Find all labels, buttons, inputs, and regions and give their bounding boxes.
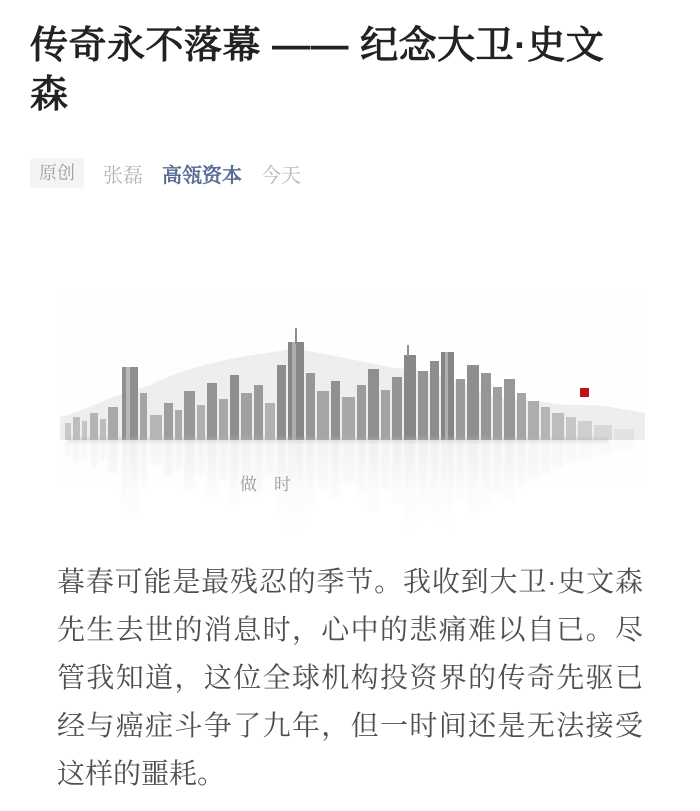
publish-date: 今天 <box>261 164 301 187</box>
account-name-link[interactable]: 高瓴资本 <box>162 164 242 187</box>
article-hero-image[interactable] <box>60 295 645 540</box>
author-name: 张磊 <box>103 164 143 187</box>
red-square-mark <box>580 388 589 397</box>
article-title: 传奇永不落幕 —— 纪念大卫·史文森 <box>30 25 605 116</box>
article-meta-row <box>30 158 670 188</box>
article-paragraph: 暮春可能是最残忍的季节。我收到大卫·史文森先生去世的消息时，心中的悲痛难以自已。尽管我知道，这位全球机构投资界的传奇先驱已经与癌症斗争了九年，但一时间还是无法接受这样的噩耗。 <box>57 566 643 789</box>
city-skyline-illustration <box>60 295 645 540</box>
figure-caption-text: 做 时 <box>240 475 291 494</box>
original-badge: 原创 <box>30 158 84 188</box>
